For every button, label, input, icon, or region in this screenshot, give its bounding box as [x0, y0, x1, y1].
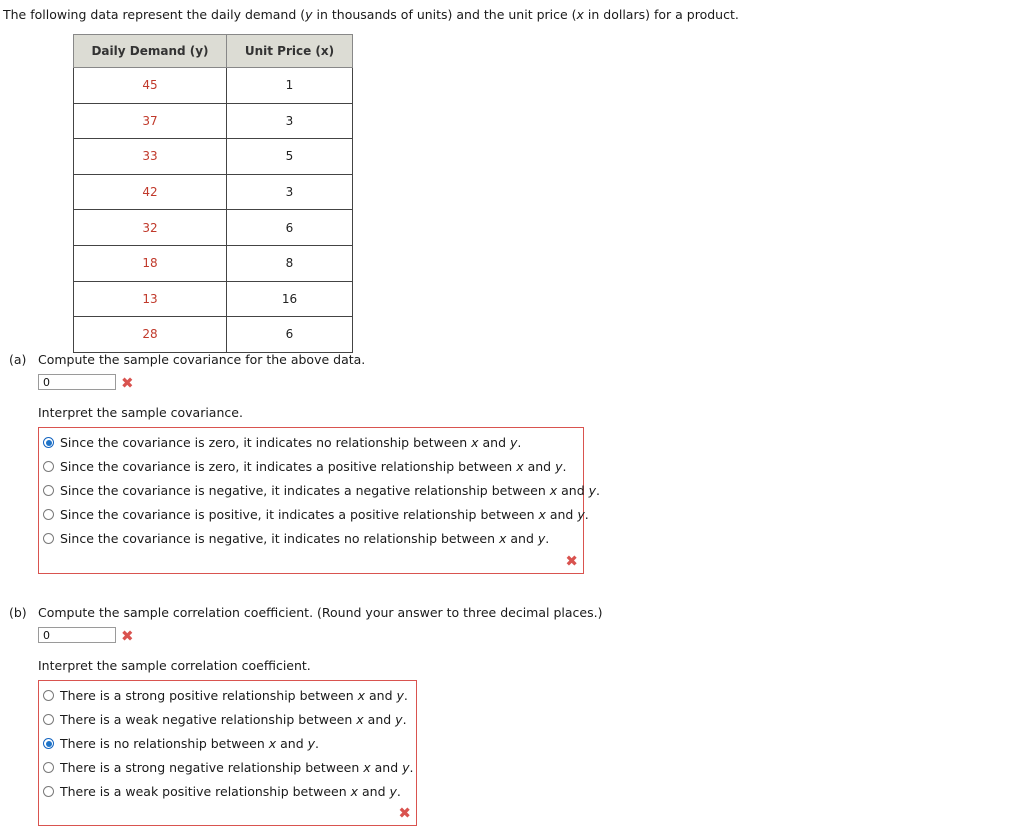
x-mark-icon: ✖ [398, 804, 411, 822]
radio-icon[interactable] [43, 690, 54, 701]
table-row [74, 139, 353, 175]
part-a-label: (a) [9, 352, 27, 367]
price-cell: 16 [227, 281, 353, 317]
covariance-option[interactable] [43, 435, 521, 450]
option-label: Since the covariance is zero, it indicates a positive relationship between x and y. [60, 459, 567, 474]
correlation-option[interactable] [43, 688, 408, 703]
part-b-label: (b) [9, 605, 27, 620]
radio-icon[interactable] [43, 461, 54, 472]
data-table [73, 34, 353, 353]
table-row [74, 245, 353, 281]
option-label: Since the covariance is positive, it indicates a positive relationship between x and y. [60, 507, 589, 522]
radio-icon[interactable] [43, 786, 54, 797]
demand-cell: 37 [74, 103, 227, 139]
price-cell: 6 [227, 317, 353, 353]
correlation-input[interactable]: 0 [38, 627, 116, 643]
demand-cell: 13 [74, 281, 227, 317]
part-a-question: Compute the sample covariance for the above data. [38, 352, 366, 367]
option-label: Since the covariance is negative, it indicates no relationship between x and y. [60, 531, 550, 546]
part-b-question: Compute the sample correlation coefficient. (Round your answer to three decimal places.) [38, 605, 603, 620]
option-label: There is a weak positive relationship between x and y. [60, 784, 401, 799]
covariance-options-group [38, 427, 601, 574]
table-row [74, 281, 353, 317]
table-row [74, 210, 353, 246]
price-cell: 8 [227, 245, 353, 281]
problem-intro: The following data represent the daily demand (y in thousands of units) and the unit price (x in dollars) for a product. [3, 7, 739, 22]
radio-icon[interactable] [43, 762, 54, 773]
option-label: There is a weak negative relationship between x and y. [60, 712, 407, 727]
covariance-option[interactable] [43, 531, 549, 546]
x-mark-icon: ✖ [121, 374, 134, 392]
radio-icon[interactable] [43, 509, 54, 520]
option-label: There is no relationship between x and y. [60, 736, 320, 751]
radio-icon[interactable] [43, 533, 54, 544]
price-cell: 3 [227, 103, 353, 139]
price-cell: 5 [227, 139, 353, 175]
correlation-option[interactable] [43, 760, 414, 775]
correlation-option[interactable] [43, 784, 401, 799]
radio-selected-icon[interactable] [43, 437, 54, 448]
price-cell: 1 [227, 68, 353, 104]
option-label: There is a strong negative relationship between x and y. [60, 760, 414, 775]
covariance-option[interactable] [43, 507, 589, 522]
radio-icon[interactable] [43, 714, 54, 725]
demand-cell: 42 [74, 174, 227, 210]
demand-cell: 28 [74, 317, 227, 353]
price-cell: 6 [227, 210, 353, 246]
covariance-input[interactable]: 0 [38, 374, 116, 390]
covariance-option[interactable] [43, 459, 566, 474]
demand-cell: 32 [74, 210, 227, 246]
table-row [74, 103, 353, 139]
option-label: Since the covariance is negative, it indicates a negative relationship between x and y. [60, 483, 601, 498]
radio-icon[interactable] [43, 485, 54, 496]
x-mark-icon: ✖ [565, 552, 578, 570]
table-row [74, 317, 353, 353]
header-daily-demand: Daily Demand (y) [74, 35, 227, 68]
correlation-option[interactable] [43, 712, 407, 727]
correlation-option[interactable] [43, 736, 319, 751]
radio-selected-icon[interactable] [43, 738, 54, 749]
x-mark-icon: ✖ [121, 627, 134, 645]
header-unit-price: Unit Price (x) [227, 35, 353, 68]
demand-cell: 33 [74, 139, 227, 175]
option-label: Since the covariance is zero, it indicates no relationship between x and y. [60, 435, 522, 450]
demand-cell: 18 [74, 245, 227, 281]
table-row [74, 68, 353, 104]
part-b-interpret-prompt: Interpret the sample correlation coefficient. [38, 658, 311, 673]
covariance-option[interactable] [43, 483, 600, 498]
price-cell: 3 [227, 174, 353, 210]
correlation-options-group [38, 680, 417, 826]
demand-cell: 45 [74, 68, 227, 104]
table-row [74, 174, 353, 210]
part-a-interpret-prompt: Interpret the sample covariance. [38, 405, 243, 420]
option-label: There is a strong positive relationship between x and y. [60, 688, 408, 703]
